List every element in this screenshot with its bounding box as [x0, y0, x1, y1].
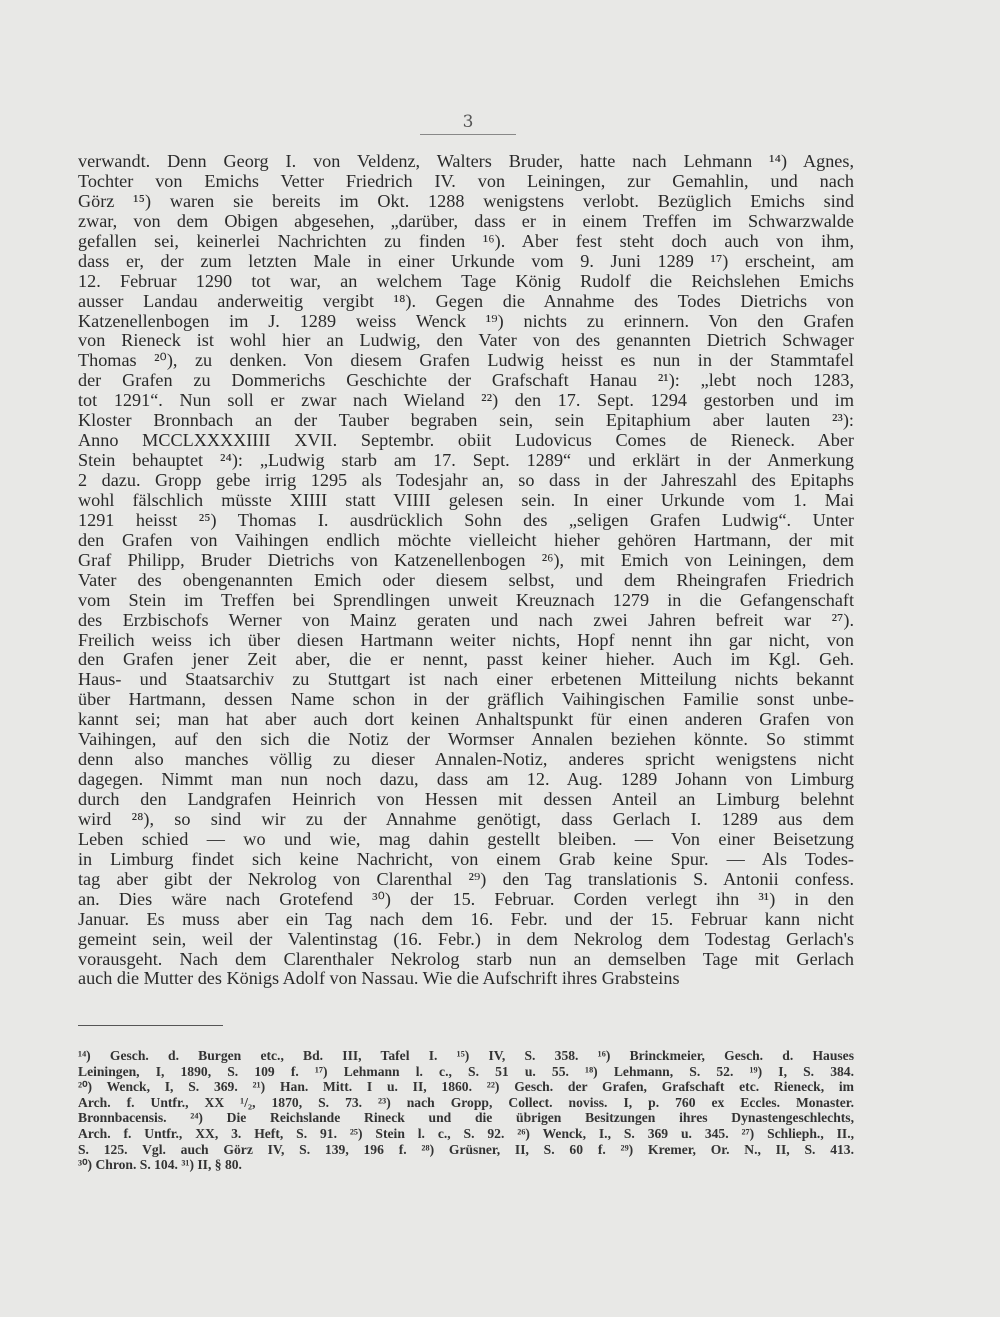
footnote-line: Leiningen, I, 1890, S. 109 f. ¹⁷) Lehmann l. c., S. 51 u. 55. ¹⁸) Lehmann, S. 52. ¹⁹) I, S. 384.: [78, 1063, 854, 1079]
body-line: der Grafen zu Dommerichs Geschichte der Grafschaft Hanau ²¹): „lebt noch 1283,: [78, 370, 854, 391]
footnotes: [78, 1048, 854, 1173]
body-line: wird ²⁸), so sind wir zu der Annahme genötigt, dass Gerlach I. 1289 aus dem: [78, 808, 854, 829]
body-line: 2 dazu. Gropp gebe irrig 1295 als Todesjahr an, so dass in der Jahreszahl des Epitaphs: [78, 470, 854, 490]
body-line: Freilich weiss ich über diesen Hartmann weiter nichts, Hopf nennt ihn gar nicht, von: [78, 629, 854, 650]
body-line: den Grafen von Vaihingen endlich möchte vielleicht hieher gehören Hartmann, der mit: [78, 529, 854, 550]
body-line: Leben schied — wo und wie, mag dahin gestellt bleiben. — Von einer Beisetzung: [78, 828, 854, 849]
body-line: Katzenellenbogen im J. 1289 weiss Wenck ¹⁹) nichts zu erinnern. Von den Grafen: [78, 310, 854, 331]
body-line: an. Dies wäre nach Grotefend ³⁰) der 15. Februar. Corden verlegt ihn ³¹) in den: [78, 888, 854, 909]
body-line: Graf Philipp, Bruder Dietrichs von Katzenellenbogen ²⁶), mit Emich von Leiningen, dem: [78, 549, 854, 570]
body-line: tot 1291“. Nun soll er zwar nach Wieland ²²) den 17. Sept. 1294 gestorben und im: [78, 390, 854, 411]
footnote-line: ²⁰) Wenck, I, S. 369. ²¹) Han. Mitt. I u. II, 1860. ²²) Gesch. der Grafen, Grafschaft etc. Rieneck, im: [78, 1079, 854, 1095]
body-line: Anno MCCLXXXXIIII XVII. Septembr. obiit Ludovicus Comes de Rieneck. Aber: [78, 430, 854, 451]
body-line: 1291 heisst ²⁵) Thomas I. ausdrücklich Sohn des „seligen Grafen Ludwig“. Unter: [78, 509, 854, 530]
body-line: gefallen sei, keinerlei Nachrichten zu finden ¹⁶). Aber fest steht doch auch von ihm,: [78, 230, 854, 251]
body-line: auch die Mutter des Königs Adolf von Nassau. Wie die Aufschrift ihres Grabsteins: [78, 968, 680, 989]
body-line: zwar, von dem Obigen abgesehen, „darüber, dass er in einem Treffen im Schwarzwalde: [78, 210, 854, 231]
footnote-line: Arch. f. Untfr., XX, 3. Heft, S. 91. ²⁵) Stein l. c., S. 92. ²⁶) Wenck, I., S. 369 u. 345. ²⁷) Schlieph., II.,: [78, 1125, 854, 1141]
body-line: 12. Februar 1290 tot war, an welchem Tage König Rudolf die Reichslehen Emichs: [78, 270, 854, 291]
footnote-line: Arch. f. Untfr., XX ¹/₂, 1870, S. 73. ²³) nach Gropp, Collect. noviss. I, p. 760 ex Eccles. Monaster.: [78, 1094, 854, 1110]
body-line: in Limburg findet sich keine Nachricht, von einem Grab keine Spur. — Als Todes-: [78, 848, 854, 869]
footnote-line: ¹⁴) Gesch. d. Burgen etc., Bd. III, Tafel I. ¹⁵) IV, S. 358. ¹⁶) Brinckmeier, Gesch. d. Hauses: [78, 1048, 854, 1063]
body-line: Tochter von Emichs Vetter Friedrich IV. von Leiningen, zur Gemahlin, und nach: [78, 170, 854, 191]
page-number: 3: [420, 112, 516, 135]
footnote-line: Bronnbacensis. ²⁴) Die Reichslande Rineck und die übrigen Besitzungen ihres Dynastengeschlechts,: [78, 1110, 854, 1126]
body-line: Thomas ²⁰), zu denken. Von diesem Grafen Ludwig heisst es nun in der Stammtafel: [78, 350, 854, 371]
body-line: tag aber gibt der Nekrolog von Clarenthal ²⁹) den Tag translationis S. Antonii confess.: [78, 868, 854, 889]
footnote-line: ³⁰) Chron. S. 104. ³¹) II, § 80.: [78, 1157, 242, 1173]
body-line: denn also manches völlig zu dieser Annalen-Notiz, anderes spricht wenigstens nicht: [78, 749, 854, 770]
body-line: Stein behauptet ²⁴): „Ludwig starb am 17. Sept. 1289“ und erklärt in der Anmerkung: [78, 450, 854, 471]
body-line: des Erzbischofs Werner von Mainz geraten und nach zwei Jahren befreit war ²⁷).: [78, 609, 854, 630]
body-line: von Rieneck ist wohl hier an Ludwig, den Vater von des genannten Dietrich Schwager: [78, 330, 854, 351]
body-line: Vater des obengenannten Emich oder diesem selbst, und dem Rheingrafen Friedrich: [78, 569, 854, 590]
footnote-line: S. 125. Vgl. auch Görz IV, S. 139, 196 f. ²⁸) Grüsner, II, S. 60 f. ²⁹) Kremer, Or. N., II, S. 413.: [78, 1141, 854, 1157]
body-line: durch den Landgrafen Heinrich von Hessen mit dessen Anteil an Limburg belehnt: [78, 789, 854, 809]
body-line: verwandt. Denn Georg I. von Veldenz, Walters Bruder, hatte nach Lehmann ¹⁴) Agnes,: [78, 151, 854, 171]
body-line: Haus- und Staatsarchiv zu Stuttgart ist nach einer erbetenen Mitteilung nichts bekannt: [78, 669, 854, 690]
body-line: Görz ¹⁵) waren sie bereits im Okt. 1288 wenigstens verlobt. Bezüglich Emichs sind: [78, 190, 854, 211]
body-line: gemeint sein, weil der Valentinstag (16. Febr.) in dem Nekrolog dem Todestag Gerlach's: [78, 928, 854, 949]
body-line: vorausgeht. Nach dem Clarenthaler Nekrolog starb nun an demselben Tage mit Gerlach: [78, 948, 854, 969]
body-line: vom Stein im Treffen bei Sprendlingen unweit Kreuznach 1279 in die Gefangenschaft: [78, 589, 854, 610]
body-line: ausser Landau anderweitig vergibt ¹⁸). Gegen die Annahme des Todes Dietrichs von: [78, 290, 854, 311]
body-line: kannt sei; man hat aber auch dort keinen Anhaltspunkt für einen anderen Grafen von: [78, 709, 854, 730]
footnote-separator: [78, 1025, 223, 1026]
body-line: Kloster Bronnbach an der Tauber begraben sein, sein Epitaphium aber lauten ²³):: [78, 410, 854, 431]
body-line: über Hartmann, dessen Name schon in der gräflich Vaihingischen Familie sonst unbe-: [78, 689, 854, 710]
body-line: Januar. Es muss aber ein Tag nach dem 16. Febr. und der 15. Februar kann nicht: [78, 908, 854, 929]
body-line: dagegen. Nimmt man nun noch dazu, dass am 12. Aug. 1289 Johann von Limburg: [78, 769, 854, 790]
body-line: Vaihingen, auf den sich die Notiz der Wormser Annalen beziehen könnte. So stimmt: [78, 729, 854, 750]
body-line: wohl fälschlich müsste XIIII statt VIIII gelesen sein. In einer Urkunde vom 1. Mai: [78, 489, 854, 510]
body-text: [78, 152, 854, 989]
body-line: dass er, der zum letzten Male in einer Urkunde vom 9. Juni 1289 ¹⁷) erscheint, am: [78, 250, 854, 271]
body-line: den Grafen jener Zeit aber, die er nennt, passt keiner hieher. Auch im Kgl. Geh.: [78, 649, 854, 670]
